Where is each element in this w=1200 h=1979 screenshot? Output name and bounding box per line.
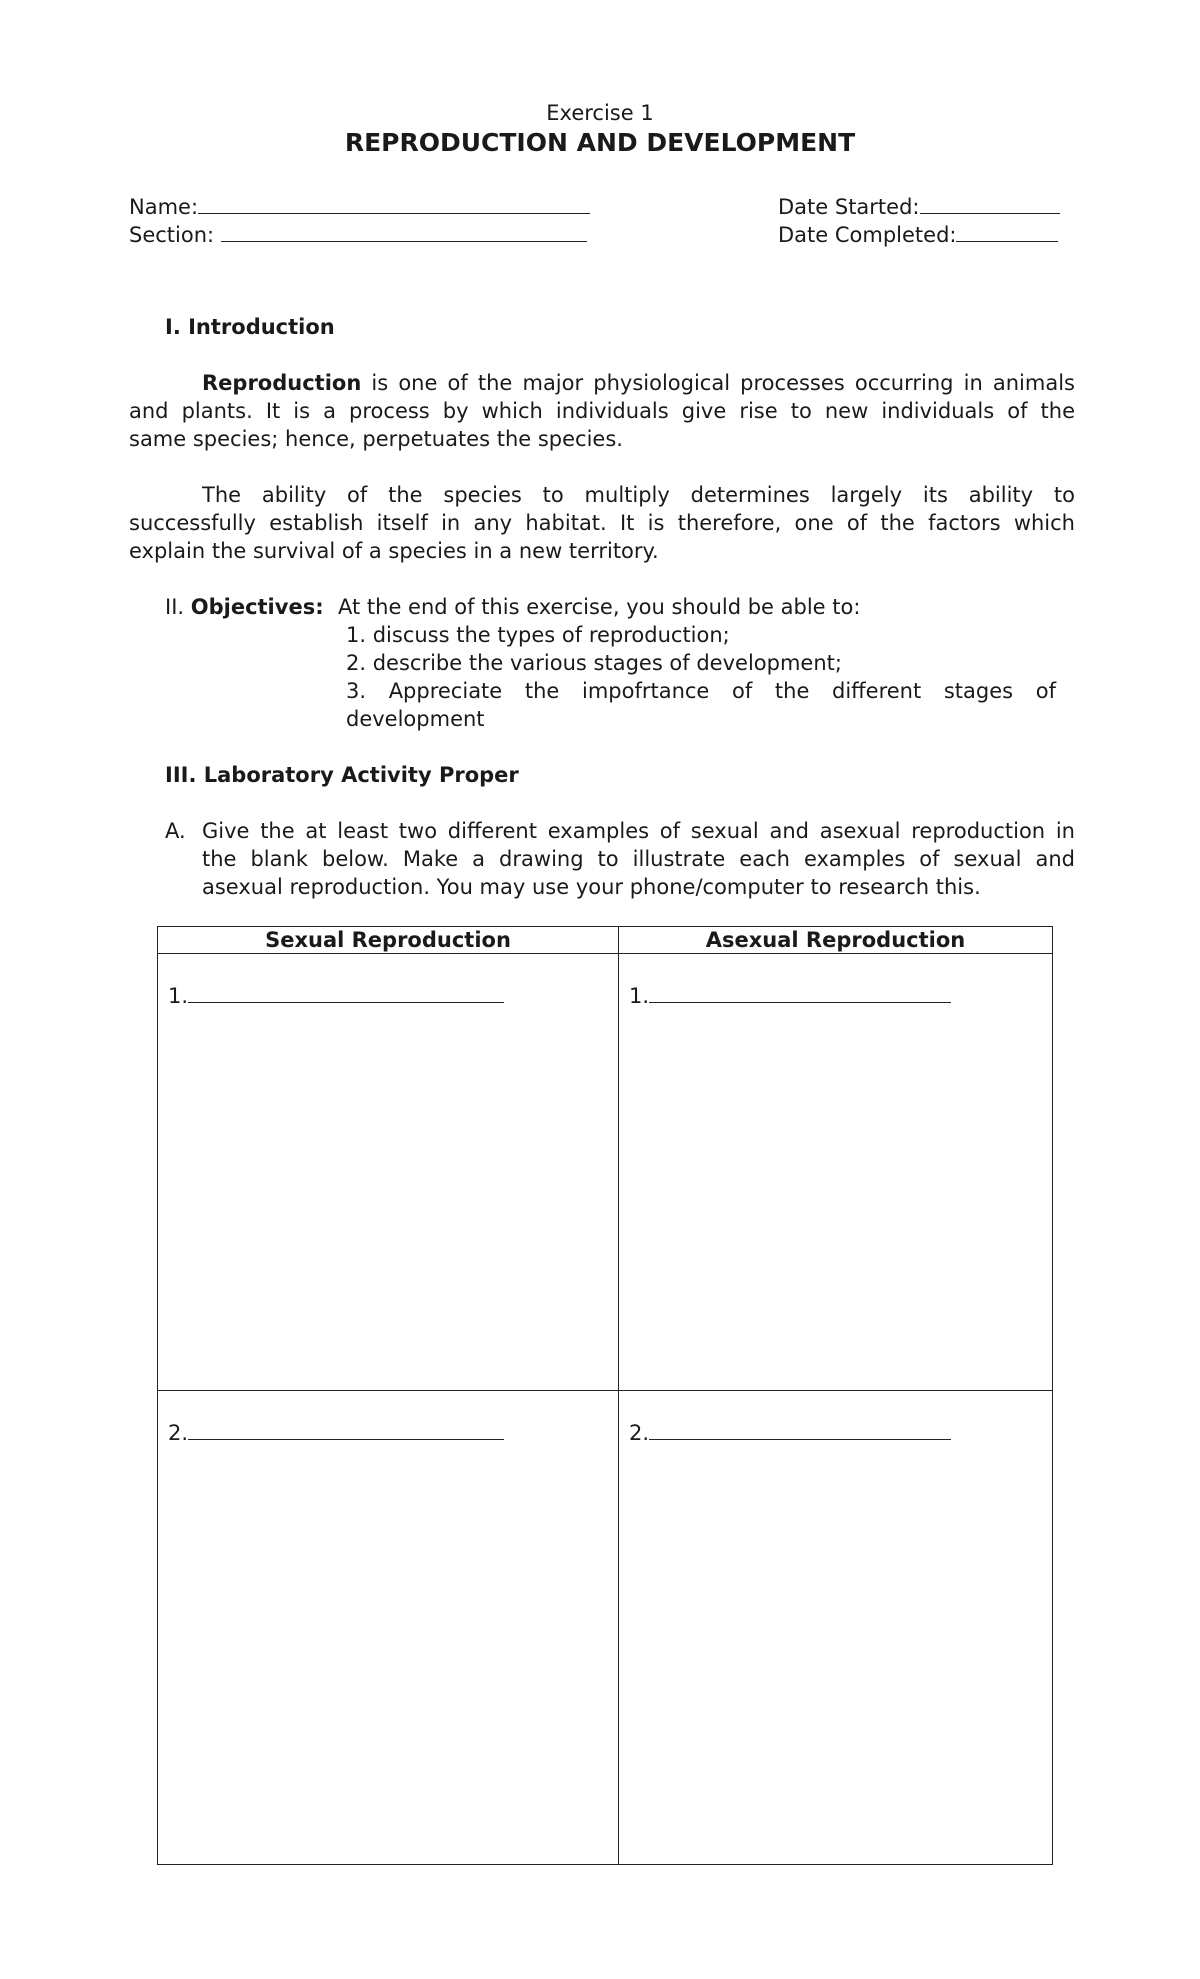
date-completed-field[interactable] — [778, 221, 1058, 247]
table-row — [158, 1391, 1053, 1865]
objectives-label: Objectives: — [190, 595, 324, 619]
intro-p1-line2: and plants. It is a process by which individuals give rise to new individuals of the — [129, 399, 1075, 423]
part-a-line2: the blank below. Make a drawing to illustrate each examples of sexual and — [202, 847, 1075, 871]
date-completed-blank[interactable] — [956, 221, 1058, 242]
intro-p2-line1: The ability of the species to multiply determines largely its ability to — [202, 483, 1075, 507]
reproduction-term: Reproduction — [202, 371, 362, 395]
sexual-example-cell-2[interactable]: 2. — [158, 1391, 619, 1865]
intro-p1-line3: same species; hence, perpetuates the species. — [129, 427, 623, 451]
reproduction-table — [157, 926, 1053, 1865]
lab-heading: III. Laboratory Activity Proper — [165, 763, 519, 787]
sexual-example-cell-1[interactable]: 1. — [158, 954, 619, 1391]
page-title: REPRODUCTION AND DEVELOPMENT — [344, 128, 856, 157]
sexual-reproduction-header: Sexual Reproduction — [158, 927, 619, 954]
asexual-example-cell-1[interactable]: 1. — [619, 954, 1053, 1391]
section-label: Section: — [129, 223, 215, 247]
date-started-label: Date Started: — [778, 195, 920, 219]
asexual-example-cell-2[interactable]: 2. — [619, 1391, 1053, 1865]
part-a-line3: asexual reproduction. You may use your phone/computer to research this. — [202, 875, 981, 899]
part-a-line1: Give the at least two different examples of sexual and asexual reproduction in — [202, 819, 1075, 843]
sexual-example-blank-2[interactable] — [188, 1419, 504, 1440]
name-field[interactable] — [129, 193, 590, 219]
asexual-example-blank-2[interactable] — [649, 1419, 951, 1440]
name-label: Name: — [129, 195, 199, 219]
part-a-label: A. — [165, 819, 186, 843]
objective-item-continued: development — [346, 707, 485, 731]
section-blank[interactable] — [221, 221, 587, 242]
intro-p1-line1: Reproduction is one of the major physiological processes occurring in animals — [202, 371, 1075, 395]
section-field[interactable] — [129, 221, 587, 247]
objectives-intro: At the end of this exercise, you should be able to: — [338, 595, 861, 619]
intro-p2-line2: successfully establish itself in any habitat. It is therefore, one of the factors which — [129, 511, 1075, 535]
objective-item: 2. describe the various stages of development; — [346, 651, 842, 675]
sexual-example-blank-1[interactable] — [188, 982, 504, 1003]
introduction-heading: I. Introduction — [165, 315, 335, 339]
exercise-number: Exercise 1 — [546, 101, 654, 125]
asexual-example-blank-1[interactable] — [649, 982, 951, 1003]
name-blank[interactable] — [198, 193, 590, 214]
date-completed-label: Date Completed: — [778, 223, 957, 247]
table-row — [158, 954, 1053, 1391]
intro-p2-line3: explain the survival of a species in a new territory. — [129, 539, 659, 563]
objectives-heading: II. Objectives: — [165, 595, 324, 619]
objective-item: 3. Appreciate the impofrtance of the different stages of — [346, 679, 1056, 703]
date-started-blank[interactable] — [920, 193, 1060, 214]
objective-item: 1. discuss the types of reproduction; — [346, 623, 730, 647]
asexual-reproduction-header: Asexual Reproduction — [619, 927, 1053, 954]
date-started-field[interactable] — [778, 193, 1060, 219]
